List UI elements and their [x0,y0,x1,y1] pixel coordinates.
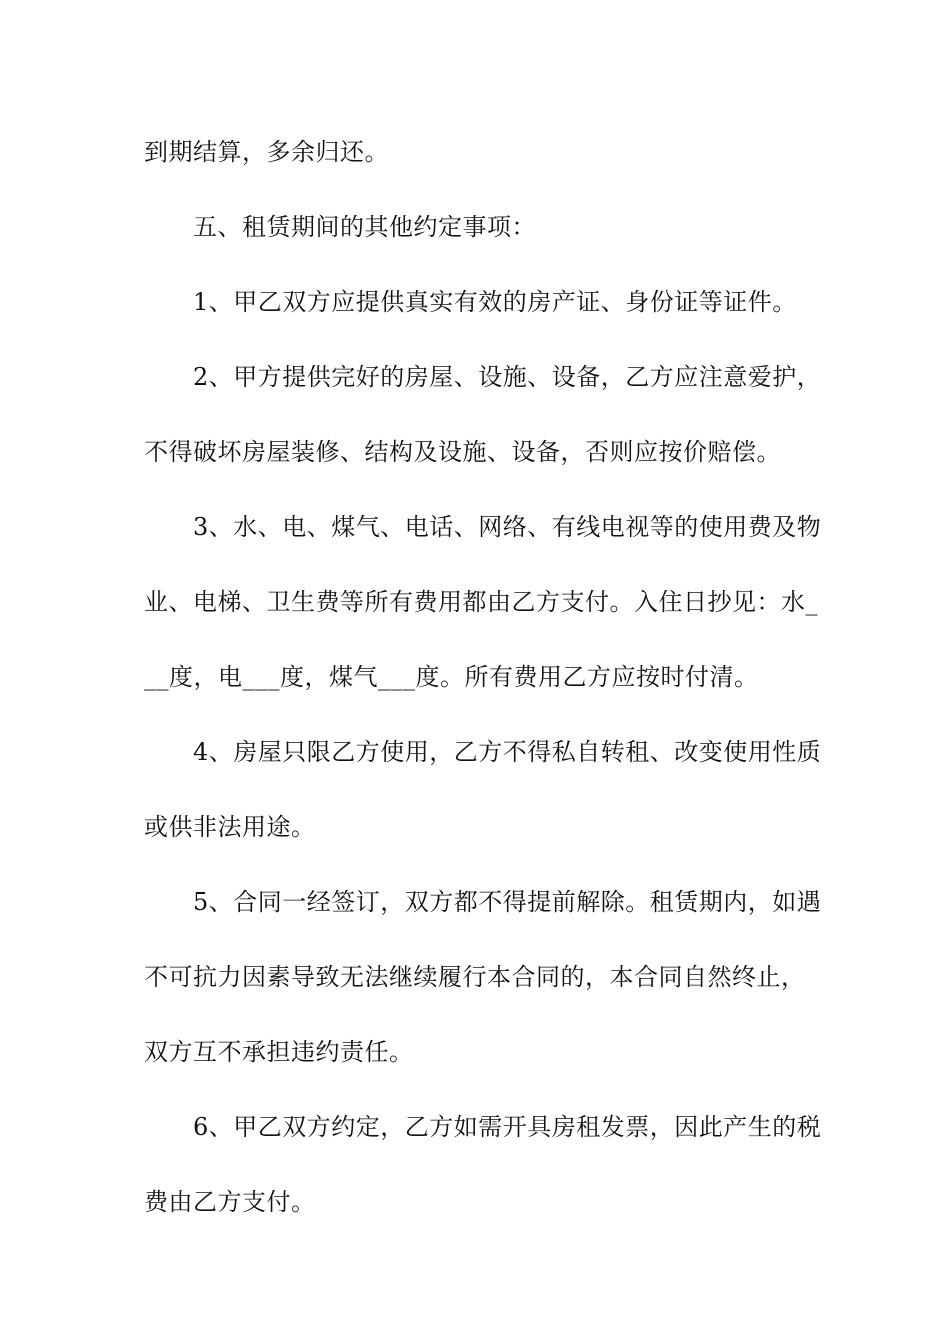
list-item: 1、甲乙双方应提供真实有效的房产证、身份证等证件。 [193,288,797,316]
text-line: 或供非法用途。 [144,813,316,841]
list-item: 5、合同一经签订，双方都不得提前解除。租赁期内，如遇 [193,888,822,916]
list-item: 2、甲方提供完好的房屋、设施、设备，乙方应注意爱护， [193,363,822,391]
text-line: 到期结算，多余归还。 [144,138,389,166]
text-line: __度，电___度，煤气___度。所有费用乙方应按时付清。 [144,663,759,691]
text-line: 业、电梯、卫生费等所有费用都由乙方支付。入住日抄见：水_ [144,588,818,616]
text-line: 双方互不承担违约责任。 [144,1038,414,1066]
list-item: 4、房屋只限乙方使用，乙方不得私自转租、改变使用性质 [193,738,822,766]
text-line: 费由乙方支付。 [144,1188,316,1216]
text-line: 不可抗力因素导致无法继续履行本合同的，本合同自然终止， [144,963,806,991]
text-line: 不得破坏房屋装修、结构及设施、设备，否则应按价赔偿。 [144,438,781,466]
list-item: 6、甲乙双方约定，乙方如需开具房租发票，因此产生的税 [193,1113,822,1141]
section-heading: 五、租赁期间的其他约定事项： [193,213,536,241]
list-item: 3、水、电、煤气、电话、网络、有线电视等的使用费及物 [193,513,822,541]
